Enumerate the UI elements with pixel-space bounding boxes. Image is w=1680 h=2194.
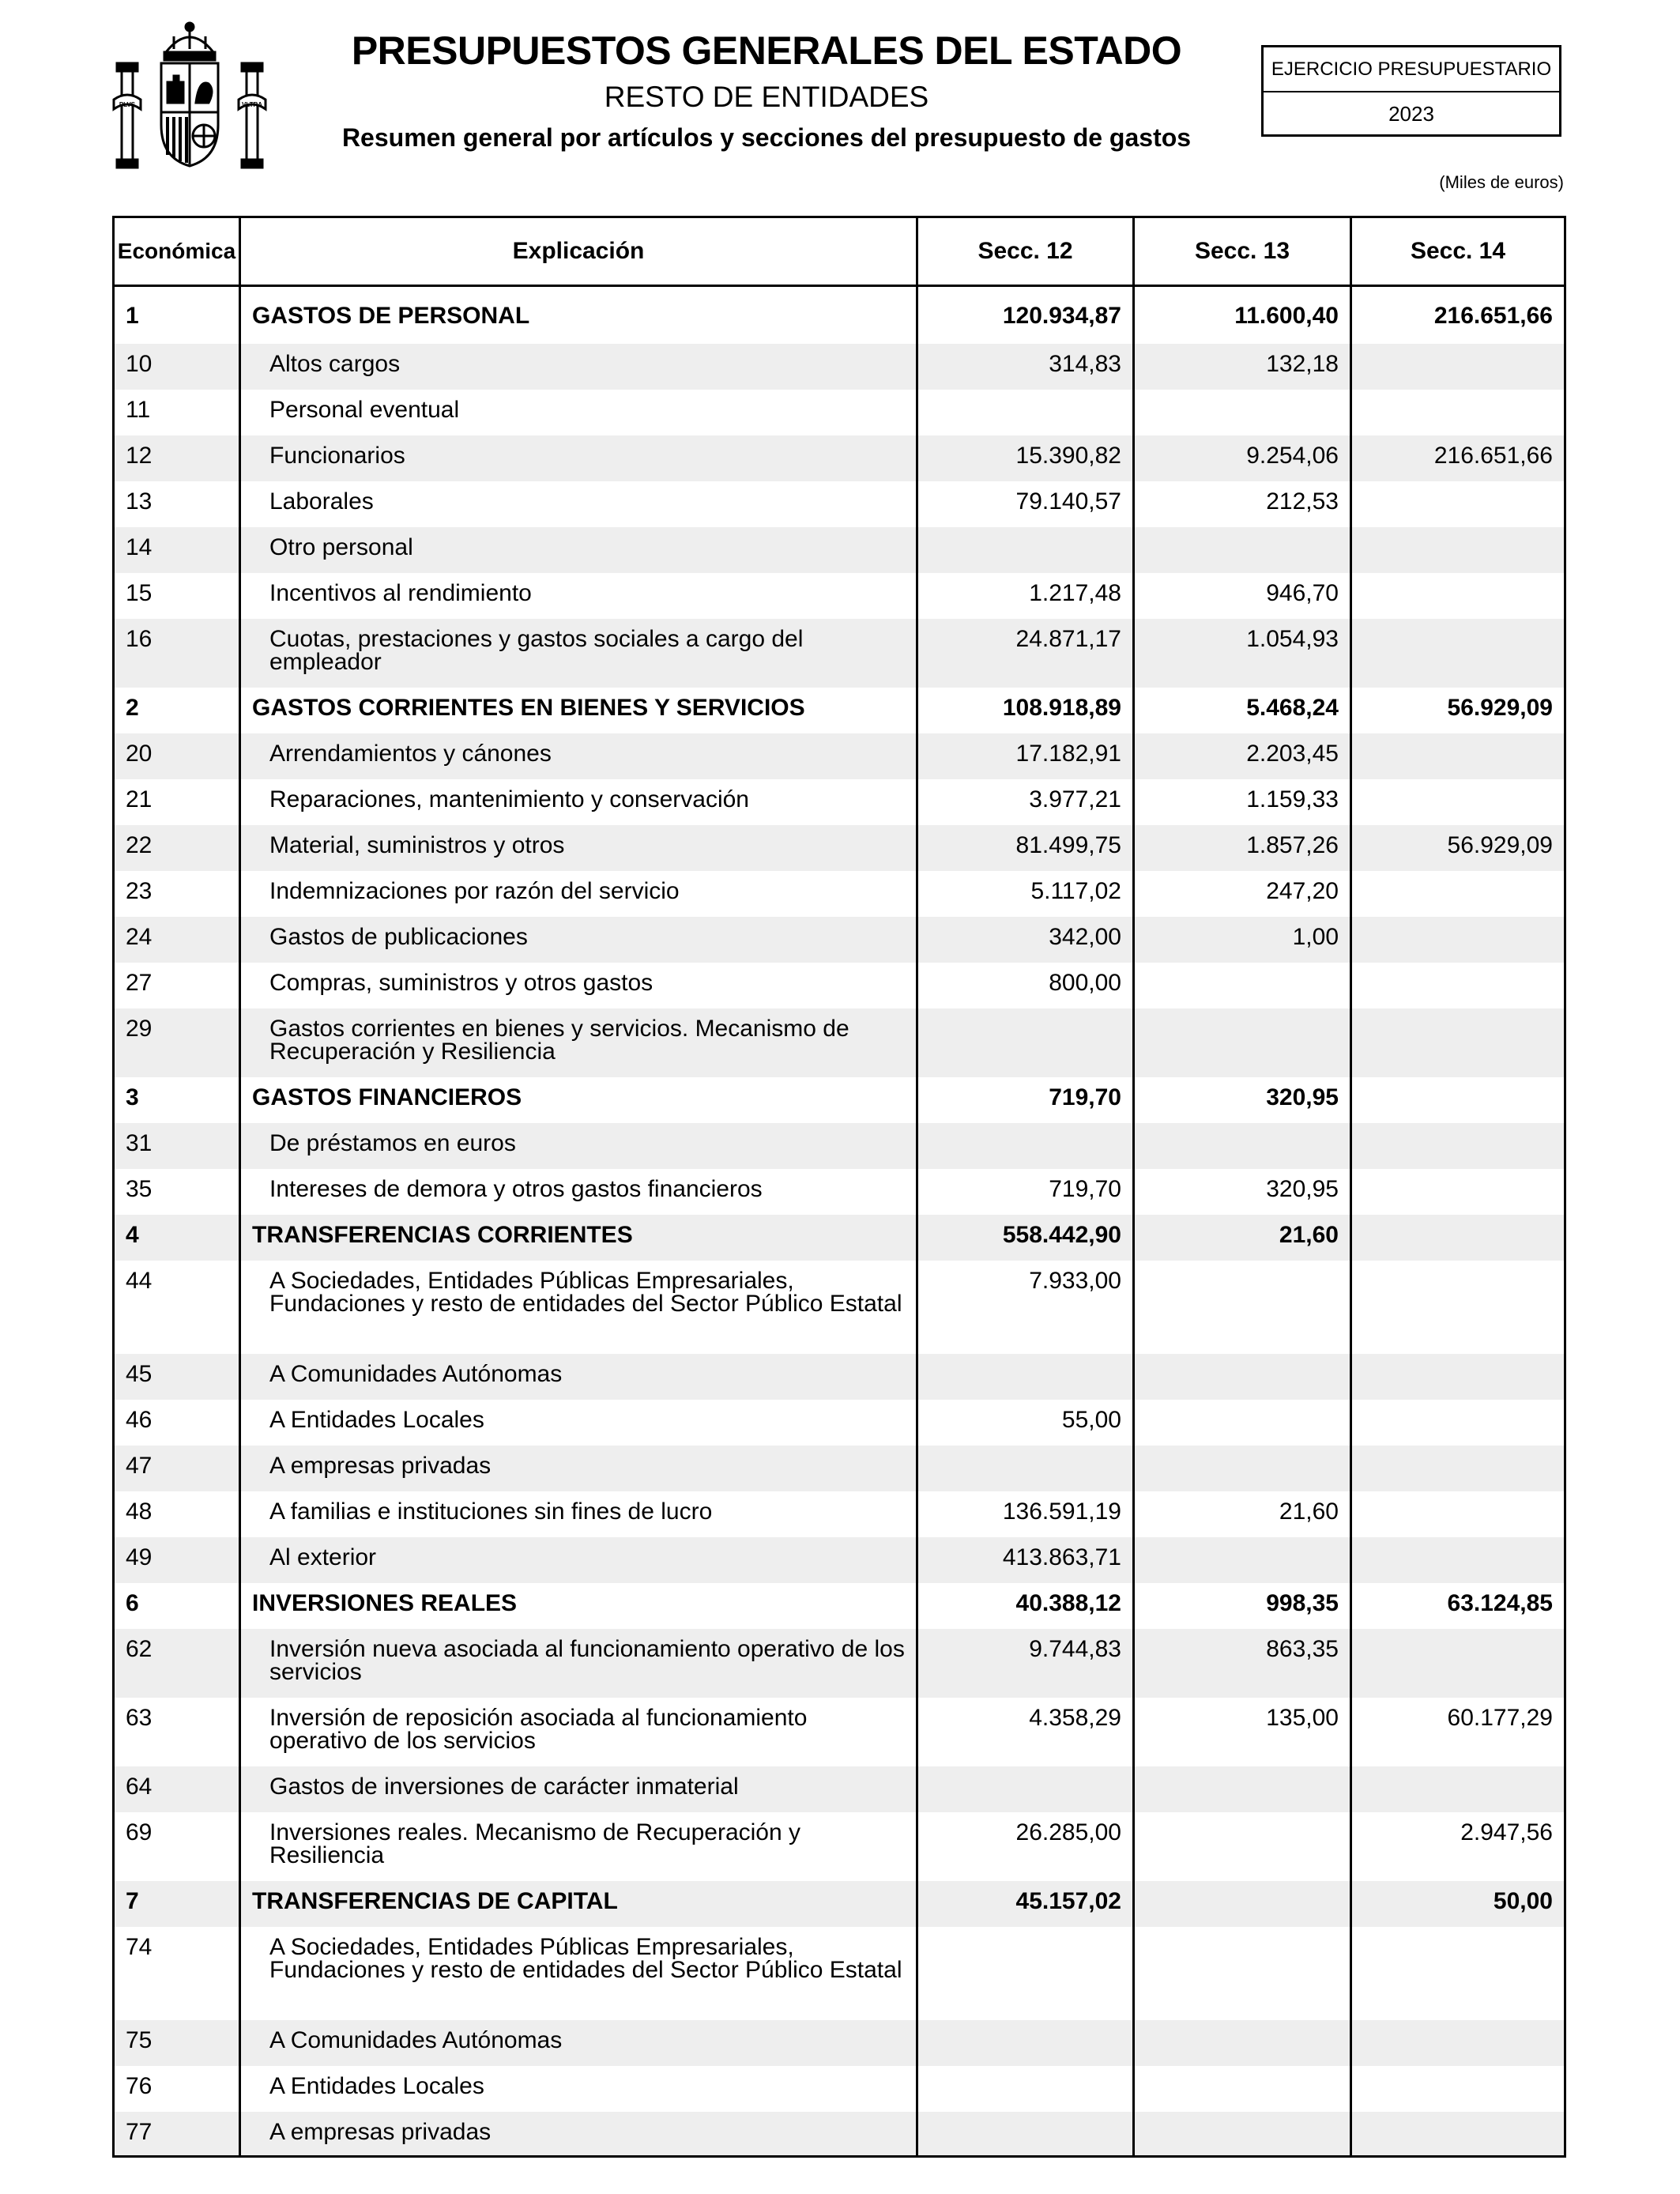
cell-secc-13: 1.054,93 [1134,619,1351,688]
table-row [114,1446,1565,1491]
cell-secc-12 [917,2066,1134,2112]
table-section-row [114,1077,1565,1123]
cell-description: A Entidades Locales [240,2066,917,2112]
cell-code: 23 [114,871,240,917]
cell-code: 16 [114,619,240,688]
cell-description: Inversiones reales. Mecanismo de Recuperación y Resiliencia [240,1812,917,1881]
table-row [114,1400,1565,1446]
cell-secc-13 [1134,1354,1351,1400]
cell-secc-13 [1134,527,1351,573]
cell-secc-12: 17.182,91 [917,733,1134,779]
cell-secc-14 [1351,1261,1565,1354]
cell-secc-13: 1,00 [1134,917,1351,963]
cell-secc-12 [917,527,1134,573]
table-row [114,481,1565,527]
cell-secc-14 [1351,871,1565,917]
cell-secc-14: 63.124,85 [1351,1583,1565,1629]
cell-secc-13: 11.600,40 [1134,286,1351,345]
cell-description: Cuotas, prestaciones y gastos sociales a cargo del empleador [240,619,917,688]
cell-secc-13: 1.159,33 [1134,779,1351,825]
cell-code: 24 [114,917,240,963]
cell-code: 62 [114,1629,240,1698]
cell-secc-14 [1351,963,1565,1008]
cell-secc-13: 320,95 [1134,1169,1351,1215]
column-header-secc-14: Secc. 14 [1351,217,1565,286]
table-row [114,1008,1565,1077]
cell-description: Material, suministros y otros [240,825,917,871]
cell-secc-14 [1351,573,1565,619]
cell-secc-14: 216.651,66 [1351,435,1565,481]
cell-secc-14: 60.177,29 [1351,1698,1565,1766]
cell-secc-12: 4.358,29 [917,1698,1134,1766]
cell-secc-12: 26.285,00 [917,1812,1134,1881]
cell-secc-14 [1351,2066,1565,2112]
cell-secc-12: 120.934,87 [917,286,1134,345]
cell-secc-13: 247,20 [1134,871,1351,917]
table-row [114,435,1565,481]
cell-description: Al exterior [240,1537,917,1583]
cell-secc-14 [1351,1766,1565,1812]
cell-secc-13 [1134,1812,1351,1881]
table-row [114,1354,1565,1400]
cell-description: A Entidades Locales [240,1400,917,1446]
cell-secc-13: 132,18 [1134,344,1351,390]
cell-secc-14: 50,00 [1351,1881,1565,1927]
cell-code: 45 [114,1354,240,1400]
column-header-explicacion: Explicación [240,217,917,286]
cell-code: 35 [114,1169,240,1215]
cell-secc-12: 40.388,12 [917,1583,1134,1629]
table-row [114,2020,1565,2066]
cell-secc-13: 5.468,24 [1134,688,1351,733]
cell-secc-12: 719,70 [917,1169,1134,1215]
cell-code: 64 [114,1766,240,1812]
cell-description: Compras, suministros y otros gastos [240,963,917,1008]
cell-secc-12: 45.157,02 [917,1881,1134,1927]
cell-secc-12: 800,00 [917,963,1134,1008]
cell-description: A Comunidades Autónomas [240,1354,917,1400]
cell-code: 7 [114,1881,240,1927]
cell-description: GASTOS CORRIENTES EN BIENES Y SERVICIOS [240,688,917,733]
cell-code: 76 [114,2066,240,2112]
cell-secc-12: 108.918,89 [917,688,1134,733]
cell-secc-12: 1.217,48 [917,573,1134,619]
cell-code: 6 [114,1583,240,1629]
table-row [114,1537,1565,1583]
cell-secc-13 [1134,1008,1351,1077]
cell-code: 74 [114,1927,240,2020]
cell-secc-14 [1351,1400,1565,1446]
cell-code: 3 [114,1077,240,1123]
cell-code: 46 [114,1400,240,1446]
cell-description: Altos cargos [240,344,917,390]
budget-table [112,216,1566,2158]
cell-secc-14 [1351,390,1565,435]
cell-secc-14 [1351,527,1565,573]
cell-secc-12 [917,1008,1134,1077]
table-row [114,963,1565,1008]
cell-code: 77 [114,2112,240,2157]
cell-secc-13: 135,00 [1134,1698,1351,1766]
cell-secc-14 [1351,917,1565,963]
table-row [114,390,1565,435]
cell-secc-14 [1351,1537,1565,1583]
cell-description: Incentivos al rendimiento [240,573,917,619]
cell-code: 31 [114,1123,240,1169]
table-row [114,1812,1565,1881]
cell-secc-12: 7.933,00 [917,1261,1134,1354]
cell-secc-13 [1134,1123,1351,1169]
cell-secc-12 [917,1766,1134,1812]
cell-secc-14 [1351,1123,1565,1169]
table-row [114,1169,1565,1215]
cell-secc-12: 558.442,90 [917,1215,1134,1261]
cell-secc-12 [917,2112,1134,2157]
cell-secc-14 [1351,1927,1565,2020]
cell-secc-12: 5.117,02 [917,871,1134,917]
cell-code: 22 [114,825,240,871]
cell-secc-14 [1351,1077,1565,1123]
table-row [114,871,1565,917]
cell-secc-14 [1351,779,1565,825]
cell-secc-13 [1134,1537,1351,1583]
cell-description: Gastos corrientes en bienes y servicios. Mecanismo de Recuperación y Resiliencia [240,1008,917,1077]
emblem-motto-right: VLTRA [241,101,263,108]
cell-description: Personal eventual [240,390,917,435]
table-row [114,573,1565,619]
cell-secc-13 [1134,1261,1351,1354]
cell-secc-12 [917,1123,1134,1169]
cell-secc-13 [1134,1400,1351,1446]
cell-secc-14 [1351,619,1565,688]
cell-secc-12: 79.140,57 [917,481,1134,527]
cell-description: A Comunidades Autónomas [240,2020,917,2066]
cell-description: Inversión nueva asociada al funcionamiento operativo de los servicios [240,1629,917,1698]
cell-code: 63 [114,1698,240,1766]
cell-secc-14 [1351,1354,1565,1400]
cell-description: INVERSIONES REALES [240,1583,917,1629]
table-row [114,733,1565,779]
cell-secc-13: 998,35 [1134,1583,1351,1629]
cell-secc-13: 212,53 [1134,481,1351,527]
cell-description: A empresas privadas [240,2112,917,2157]
table-row [114,1698,1565,1766]
cell-secc-14 [1351,1491,1565,1537]
cell-description: A Sociedades, Entidades Públicas Empresariales, Fundaciones y resto de entidades del Sector Público Estatal [240,1927,917,2020]
cell-secc-13: 1.857,26 [1134,825,1351,871]
table-body [114,286,1565,2157]
cell-code: 11 [114,390,240,435]
cell-code: 15 [114,573,240,619]
cell-secc-12: 55,00 [917,1400,1134,1446]
table-row [114,344,1565,390]
cell-description: Funcionarios [240,435,917,481]
cell-code: 44 [114,1261,240,1354]
cell-description: TRANSFERENCIAS DE CAPITAL [240,1881,917,1927]
cell-secc-12 [917,1927,1134,2020]
cell-description: Otro personal [240,527,917,573]
table-section-row [114,1881,1565,1927]
cell-description: Indemnizaciones por razón del servicio [240,871,917,917]
cell-secc-12: 24.871,17 [917,619,1134,688]
emblem-motto-left: PLVS [119,101,136,108]
cell-secc-12: 3.977,21 [917,779,1134,825]
table-section-row [114,1583,1565,1629]
cell-description: Inversión de reposición asociada al funcionamiento operativo de los servicios [240,1698,917,1766]
cell-secc-12 [917,390,1134,435]
cell-code: 4 [114,1215,240,1261]
cell-secc-12: 15.390,82 [917,435,1134,481]
cell-code: 29 [114,1008,240,1077]
column-header-secc-13: Secc. 13 [1134,217,1351,286]
cell-description: De préstamos en euros [240,1123,917,1169]
cell-description: TRANSFERENCIAS CORRIENTES [240,1215,917,1261]
table-row [114,619,1565,688]
cell-description: Gastos de inversiones de carácter inmaterial [240,1766,917,1812]
table-row [114,917,1565,963]
cell-secc-14 [1351,1169,1565,1215]
fiscal-year-box [1261,45,1561,137]
cell-secc-13: 946,70 [1134,573,1351,619]
cell-secc-12: 81.499,75 [917,825,1134,871]
column-header-economica: Económica [114,217,240,286]
cell-description: Gastos de publicaciones [240,917,917,963]
cell-secc-14: 2.947,56 [1351,1812,1565,1881]
cell-secc-14 [1351,344,1565,390]
column-header-secc-12: Secc. 12 [917,217,1134,286]
cell-description: Intereses de demora y otros gastos financieros [240,1169,917,1215]
cell-secc-13 [1134,1766,1351,1812]
cell-secc-13 [1134,390,1351,435]
page-description: Resumen general por artículos y secciones del presupuesto de gastos [341,123,1192,152]
cell-code: 21 [114,779,240,825]
cell-secc-13: 21,60 [1134,1491,1351,1537]
cell-code: 1 [114,286,240,345]
cell-secc-14 [1351,2112,1565,2157]
table-section-row [114,286,1565,345]
cell-secc-12: 314,83 [917,344,1134,390]
fiscal-year-value: 2023 [1388,102,1434,126]
cell-secc-14 [1351,2020,1565,2066]
cell-description: Arrendamientos y cánones [240,733,917,779]
cell-secc-14 [1351,1446,1565,1491]
cell-code: 20 [114,733,240,779]
cell-code: 2 [114,688,240,733]
cell-secc-12 [917,1354,1134,1400]
cell-code: 13 [114,481,240,527]
page-subtitle: RESTO DE ENTIDADES [604,81,929,113]
table-row [114,1123,1565,1169]
cell-secc-13 [1134,963,1351,1008]
table-row [114,1491,1565,1537]
cell-secc-13: 863,35 [1134,1629,1351,1698]
cell-secc-13 [1134,1446,1351,1491]
cell-secc-13 [1134,2020,1351,2066]
cell-secc-12: 9.744,83 [917,1629,1134,1698]
cell-description: Laborales [240,481,917,527]
cell-description: A empresas privadas [240,1446,917,1491]
table-row [114,2112,1565,2157]
table-section-row [114,688,1565,733]
cell-code: 27 [114,963,240,1008]
table-header-row [114,217,1565,286]
cell-secc-14: 216.651,66 [1351,286,1565,345]
cell-secc-12: 342,00 [917,917,1134,963]
cell-secc-12: 719,70 [917,1077,1134,1123]
cell-secc-12 [917,1446,1134,1491]
table-section-row [114,1215,1565,1261]
cell-secc-13: 21,60 [1134,1215,1351,1261]
cell-code: 47 [114,1446,240,1491]
cell-description: A familias e instituciones sin fines de lucro [240,1491,917,1537]
cell-secc-12: 136.591,19 [917,1491,1134,1537]
cell-code: 49 [114,1537,240,1583]
table-row [114,779,1565,825]
cell-code: 69 [114,1812,240,1881]
cell-secc-14 [1351,481,1565,527]
cell-secc-14: 56.929,09 [1351,688,1565,733]
units-note: (Miles de euros) [1439,172,1564,192]
table-row [114,1927,1565,2020]
table-row [114,527,1565,573]
cell-secc-14 [1351,1215,1565,1261]
table-row [114,1629,1565,1698]
cell-description: A Sociedades, Entidades Públicas Empresariales, Fundaciones y resto de entidades del Sector Público Estatal [240,1261,917,1354]
cell-code: 14 [114,527,240,573]
cell-secc-12 [917,2020,1134,2066]
cell-code: 75 [114,2020,240,2066]
cell-description: GASTOS DE PERSONAL [240,286,917,345]
cell-secc-13: 320,95 [1134,1077,1351,1123]
cell-code: 10 [114,344,240,390]
table-row [114,1766,1565,1812]
cell-secc-13 [1134,1927,1351,2020]
cell-secc-13 [1134,1881,1351,1927]
cell-secc-14 [1351,733,1565,779]
page-title: PRESUPUESTOS GENERALES DEL ESTADO [351,28,1182,73]
fiscal-year-label: EJERCICIO PRESUPUESTARIO [1264,47,1559,92]
cell-secc-13 [1134,2112,1351,2157]
cell-secc-12: 413.863,71 [917,1537,1134,1583]
coat-of-arms-emblem [111,14,269,172]
cell-secc-13: 9.254,06 [1134,435,1351,481]
cell-description: Reparaciones, mantenimiento y conservación [240,779,917,825]
cell-secc-14 [1351,1008,1565,1077]
cell-code: 48 [114,1491,240,1537]
table-row [114,2066,1565,2112]
table-row [114,1261,1565,1354]
cell-code: 12 [114,435,240,481]
table-row [114,825,1565,871]
cell-description: GASTOS FINANCIEROS [240,1077,917,1123]
cell-secc-14 [1351,1629,1565,1698]
cell-secc-13 [1134,2066,1351,2112]
cell-secc-14: 56.929,09 [1351,825,1565,871]
cell-secc-13: 2.203,45 [1134,733,1351,779]
